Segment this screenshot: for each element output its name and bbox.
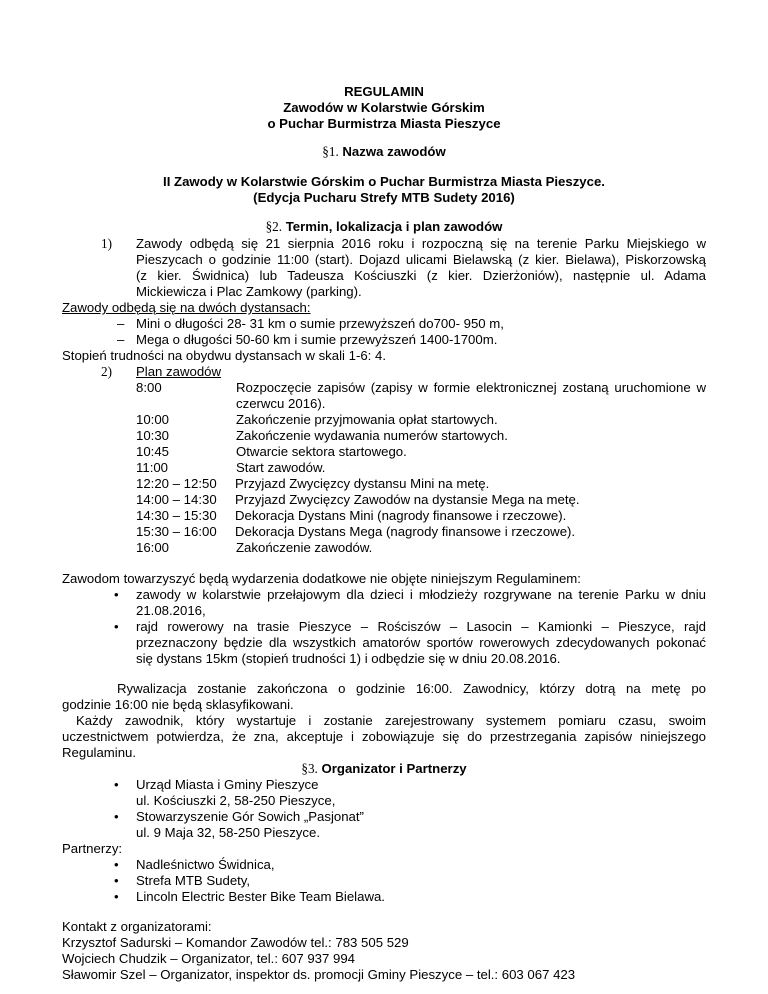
bullet-icon: • [114,777,119,792]
partner-item: Nadleśnictwo Świdnica, [136,857,275,872]
plan-time: 8:00 [136,380,162,395]
plan-activity: Zakończenie zawodów. [236,540,373,555]
partners-label: Partnerzy: [62,841,123,856]
organizer-1-name: Urząd Miasta i Gminy Pieszyce [136,777,319,792]
dash-marker: – [117,332,125,347]
contact-person: Sławomir Szel – Organizator, inspektor ds. promocji Gminy Pieszyce – tel.: 603 067 423 [62,967,576,982]
event-name-line-1: II Zawody w Kolarstwie Górskim o Puchar Burmistrza Miasta Pieszyce. [163,174,605,189]
plan-activity: Przyjazd Zwycięzcy Zawodów na dystansie Mega na metę. [235,492,580,507]
item-1-line-4: Mickiewicza i Plac Zamkowy (parking). [136,284,362,299]
plan-time: 10:45 [136,444,170,459]
section-3-heading [0,761,768,777]
plan-activity: Przyjazd Zwycięzcy dystansu Mini na metę. [235,476,490,491]
plan-time: 12:20 – 12:50 [136,476,217,491]
organizer-2-address: ul. 9 Maja 32, 58-250 Pieszyce. [136,825,320,840]
item-2-marker: 2) [101,364,112,379]
bullet-icon: • [114,809,119,824]
plan-activity: Dekoracja Dystans Mini (nagrody finansowe i rzeczowe). [235,508,567,523]
item-1-marker: 1) [101,236,112,251]
contact-person: Wojciech Chudzik – Organizator, tel.: 607 937 994 [62,951,355,966]
contact-person: Krzysztof Sadurski – Komandor Zawodów tel.: 783 505 529 [62,935,409,950]
rivalry-line-1: Rywalizacja zostanie zakończona o godzinie 16:00. Zawodnicy, którzy dotrą na metę po [117,681,706,696]
bullet-icon: • [114,857,119,872]
extra-events-intro: Zawodom towarzyszyć będą wydarzenia dodatkowe nie objęte niniejszym Regulaminem: [62,571,581,586]
plan-activity: Start zawodów. [236,460,326,475]
plan-activity: Zakończenie wydawania numerów startowych. [236,428,508,443]
partner-item: Lincoln Electric Bester Bike Team Bielawa. [136,889,385,904]
bullet-icon: • [114,889,119,904]
partner-item: Strefa MTB Sudety, [136,873,251,888]
distances-heading: Zawody odbędą się na dwóch dystansach: [62,300,311,315]
organizer-2-name: Stowarzyszenie Gór Sowich „Pasjonat” [136,809,364,824]
item-1-line-3: (z kier. Świdnica) lub Tadeusza Kościuszki (z kier. Dzierżoniów), następnie ul. Adama [136,268,706,283]
participant-line-2: uczestnictwem potwierdza, że zna, akceptuje i zobowiązuje się do przestrzegania zapisów niniejszego [62,729,706,744]
extra-event-2-line-3: się dystans 15km (stopień trudności 1) i odbędzie się w dniu 20.08.2016. [136,651,561,666]
section-2-number: §2. [265,219,283,234]
plan-time: 10:30 [136,428,170,443]
extra-event-1-line-2: 21.08.2016, [136,603,206,618]
plan-time: 11:00 [136,460,169,475]
section-1-heading [0,144,768,160]
plan-heading: Plan zawodów [136,364,222,379]
dash-marker: – [117,316,125,331]
plan-activity: Otwarcie sektora startowego. [236,444,407,459]
item-1-line-1: Zawody odbędą się 21 sierpnia 2016 roku i rozpoczną się na terenie Parku Miejskiego w [136,236,706,251]
plan-time: 16:00 [136,540,170,555]
plan-time: 14:30 – 15:30 [136,508,217,523]
extra-event-2-line-1: rajd rowerowy na trasie Pieszyce – Rościszów – Lasocin – Kamionki – Pieszyce, rajd [136,619,706,634]
extra-event-2-line-2: przeznaczony będzie dla wszystkich amatorów sportów rowerowych zdecydowanych pokonać [136,635,706,650]
section-2-heading [0,219,768,235]
plan-time: 15:30 – 16:00 [136,524,217,539]
item-1-line-2: Pieszycach o godzinie 11:00 (start). Dojazd ulicami Bielawską (z kier. Bielawa), Piskorzowską [136,252,706,267]
participant-line-3: Regulaminu. [62,745,137,760]
plan-activity: Dekoracja Dystans Mega (nagrody finansowe i rzeczowe). [235,524,576,539]
section-1-title: Nazwa zawodów [342,144,446,159]
bullet-icon: • [114,873,119,888]
bullet-icon: • [114,587,119,602]
participant-line-1: Każdy zawodnik, który wystartuje i zostanie zarejestrowany systemem pomiaru czasu, swoim [76,713,706,728]
section-3-number: §3. [301,761,318,776]
extra-event-1-line-1: zawody w kolarstwie przełajowym dla dzieci i młodzieży rozgrywane na terenie Parku w dniu [136,587,706,602]
bullet-icon: • [114,619,119,634]
organizer-1-address: ul. Kościuszki 2, 58-250 Pieszyce, [136,793,336,808]
plan-time: 10:00 [136,412,170,427]
contact-heading: Kontakt z organizatorami: [62,919,212,934]
section-3-title: Organizator i Partnerzy [321,761,467,776]
difficulty-text: Stopień trudności na obydwu dystansach w skali 1-6: 4. [62,348,387,363]
doc-title: REGULAMIN [344,84,424,99]
rivalry-line-2: godzinie 16:00 nie będą sklasyfikowani. [62,697,294,712]
doc-subtitle-1: Zawodów w Kolarstwie Górskim [283,100,485,115]
plan-time: 14:00 – 14:30 [136,492,217,507]
event-name-line-2: (Edycja Pucharu Strefy MTB Sudety 2016) [253,190,515,205]
section-1-number: §1. [322,144,339,159]
plan-activity: Rozpoczęcie zapisów (zapisy w formie elektronicznej zostaną uruchomione w [236,380,706,395]
section-2-title: Termin, lokalizacja i plan zawodów [285,219,503,234]
distance-mega: Mega o długości 50-60 km i sumie przewyższeń 1400-1700m. [136,332,498,347]
distance-mini: Mini o długości 28- 31 km o sumie przewyższeń do700- 950 m, [136,316,504,331]
plan-activity: czerwcu 2016). [236,396,326,411]
plan-activity: Zakończenie przyjmowania opłat startowych. [236,412,498,427]
doc-subtitle-2: o Puchar Burmistrza Miasta Pieszyce [267,116,501,131]
